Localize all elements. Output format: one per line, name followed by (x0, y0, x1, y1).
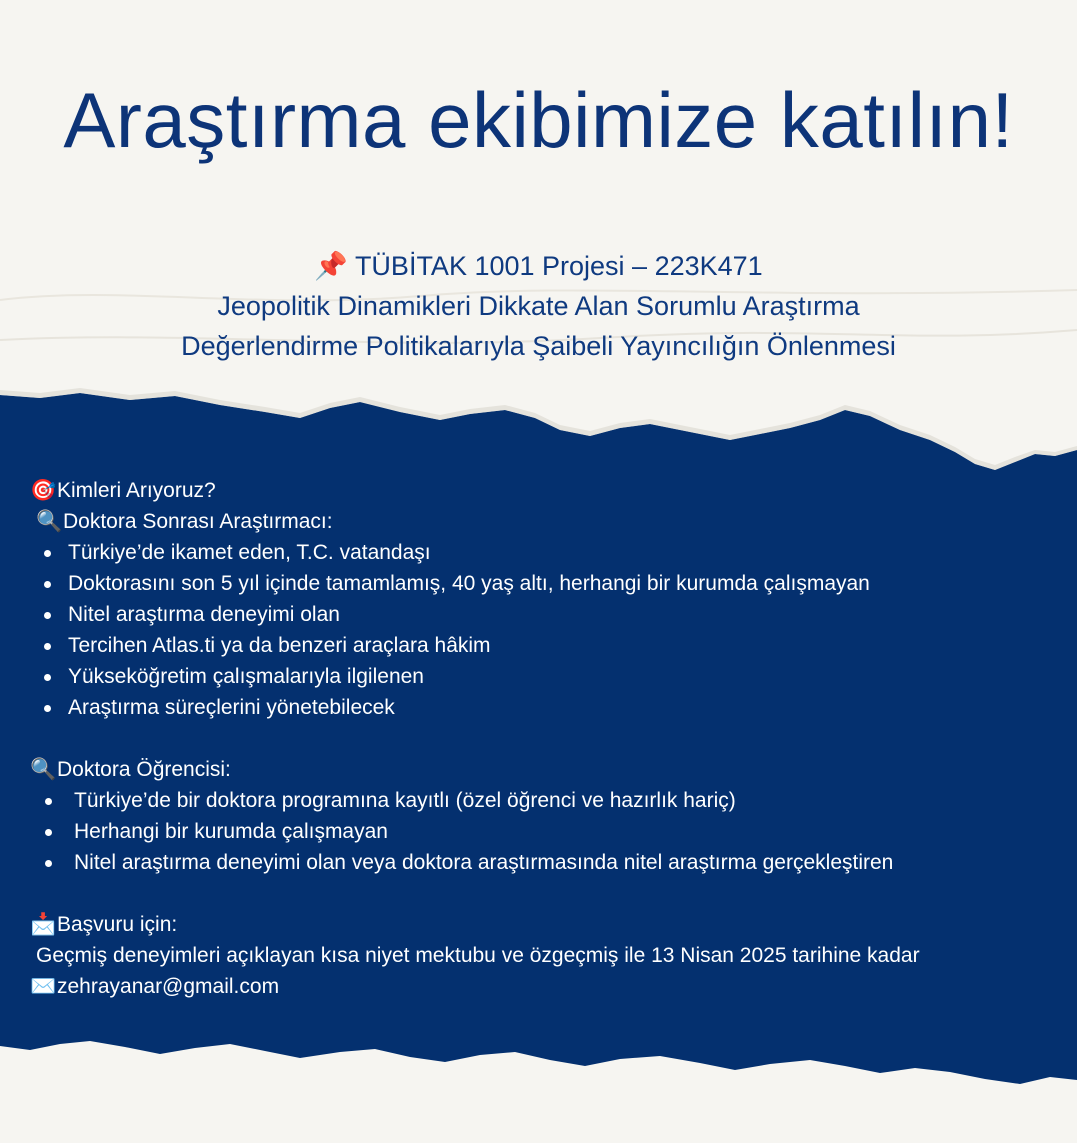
phd-heading-text: Doktora Öğrencisi: (57, 758, 231, 781)
project-block (0, 246, 1077, 366)
phd-heading (30, 754, 1070, 785)
announcement-body (30, 475, 1070, 1002)
magnifier-icon: 🔍 (36, 510, 63, 533)
list-item: Nitel araştırma deneyimi olan (30, 599, 1070, 630)
postdoc-requirements-list (30, 537, 1070, 723)
application-heading-text: Başvuru için: (57, 913, 178, 936)
envelope-icon: ✉️ (30, 975, 57, 998)
postdoc-heading-text: Doktora Sonrası Araştırmacı: (63, 510, 333, 533)
seeking-heading (30, 475, 1070, 506)
list-item: Nitel araştırma deneyimi olan veya doktora araştırmasında nitel araştırma gerçekleştiren (30, 847, 1070, 878)
project-name-line-1: Jeopolitik Dinamikleri Dikkate Alan Sorumlu Araştırma (217, 291, 860, 321)
list-item: Yükseköğretim çalışmalarıyla ilgilenen (30, 661, 1070, 692)
application-text: Geçmiş deneyimleri açıklayan kısa niyet mektubu ve özgeçmiş ile 13 Nisan 2025 tarihine kadar (36, 944, 920, 967)
seeking-heading-text: Kimleri Arıyoruz? (57, 479, 216, 502)
postdoc-heading (30, 506, 1070, 537)
project-code-line: 📌 TÜBİTAK 1001 Projesi – 223K471 (314, 251, 763, 281)
target-icon: 🎯 (30, 479, 57, 502)
list-item: Tercihen Atlas.ti ya da benzeri araçlara hâkim (30, 630, 1070, 661)
page-title: Araştırma ekibimize katılın! (63, 76, 1014, 164)
list-item: Türkiye’de ikamet eden, T.C. vatandaşı (30, 537, 1070, 568)
project-name-line-2: Değerlendirme Politikalarıyla Şaibeli Yayıncılığın Önlenmesi (181, 331, 896, 361)
list-item: Araştırma süreçlerini yönetebilecek (30, 692, 1070, 723)
magnifier-icon: 🔍 (30, 758, 57, 781)
list-item: Herhangi bir kurumda çalışmayan (30, 816, 1070, 847)
email-link[interactable]: zehrayanar@gmail.com (57, 975, 280, 998)
list-item: Doktorasını son 5 yıl içinde tamamlamış, 40 yaş altı, herhangi bir kurumda çalışmayan (30, 568, 1070, 599)
list-item: Türkiye’de bir doktora programına kayıtlı (özel öğrenci ve hazırlık hariç) (30, 785, 1070, 816)
phd-requirements-list (30, 785, 1070, 878)
envelope-arrow-icon: 📩 (30, 913, 57, 936)
contact-email[interactable] (30, 971, 1070, 1002)
application-heading (30, 909, 1070, 940)
